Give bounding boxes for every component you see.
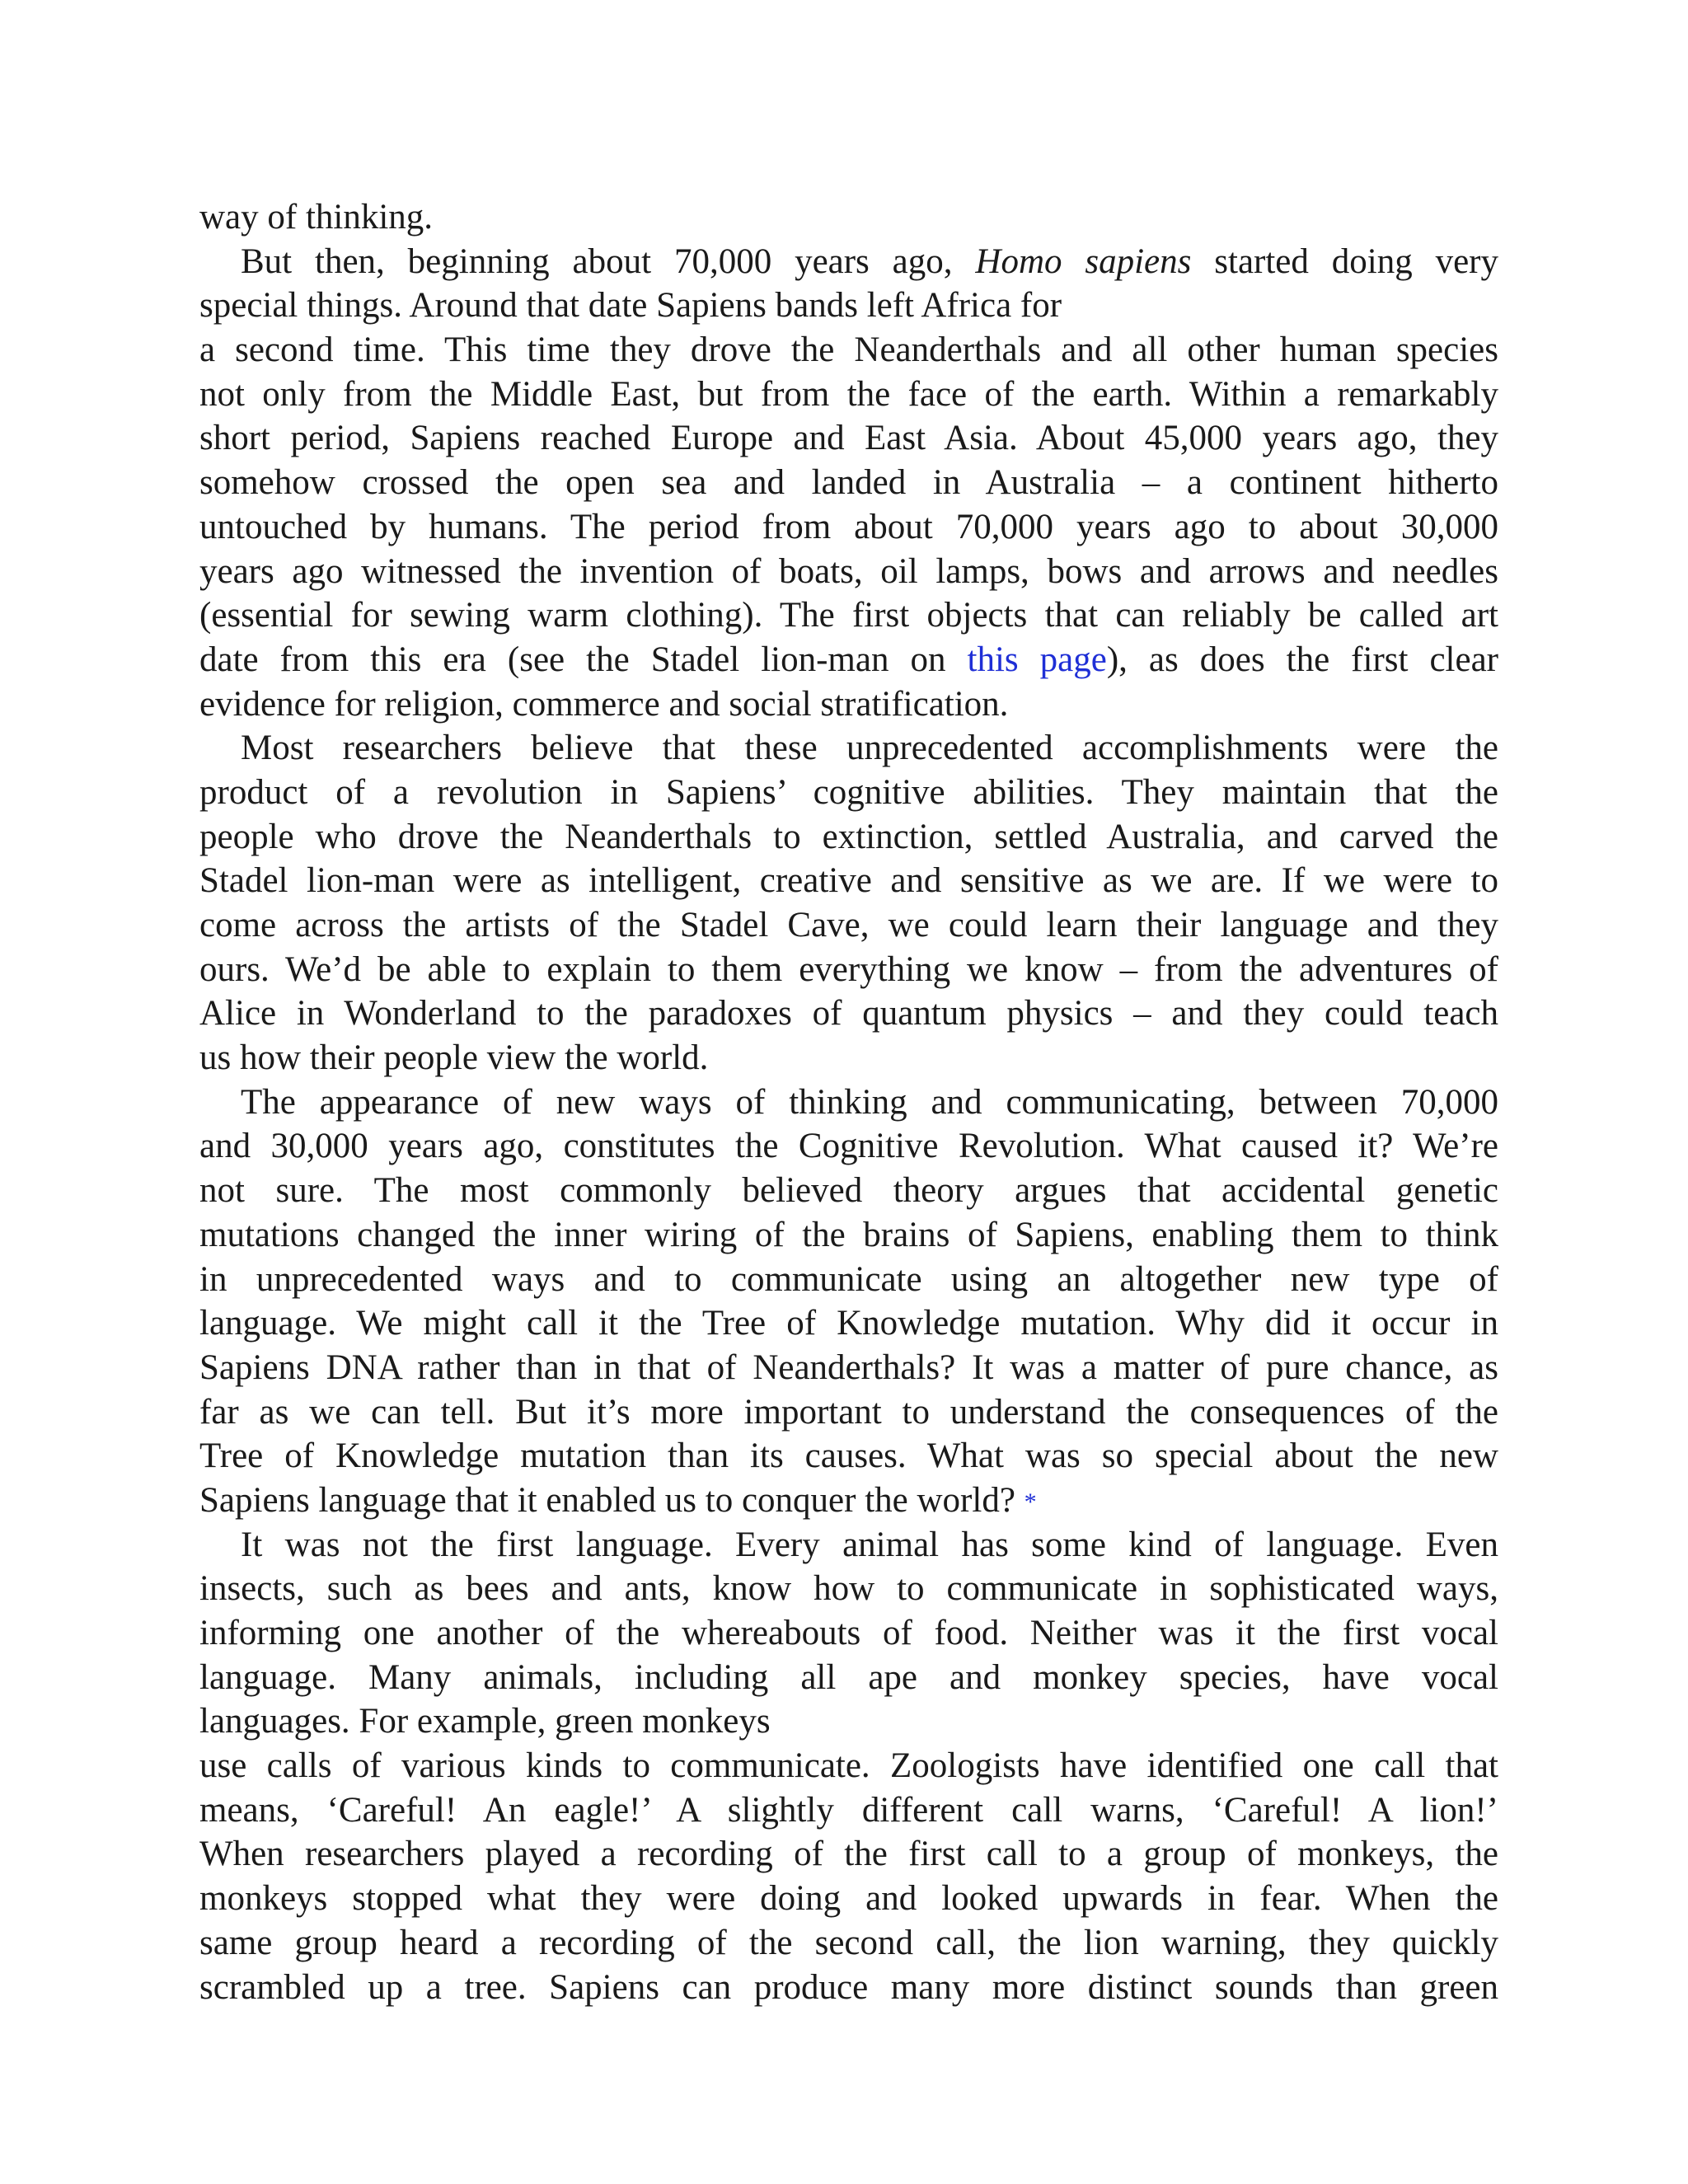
text-line: date from this era (see the Stadel lion-man on this page), as does the first clear [199,640,1498,679]
this-page-link[interactable]: this page [967,640,1107,679]
text-line: in unprecedented ways and to communicate using an altogether new type of [199,1259,1498,1299]
text-line: scrambled up a tree. Sapiens can produce many more distinct sounds than green [199,1967,1498,2007]
text-line: languages. For example, green monkeys [199,1702,771,1741]
text-line: mutations changed the inner wiring of the brains of Sapiens, enabling them to think [199,1215,1498,1254]
text-line: When researchers played a recording of the first call to a group of monkeys, the [199,1835,1498,1874]
footnote-marker-link[interactable]: * [1024,1488,1037,1516]
text-line: It was not the first language. Every animal has some kind of language. Even [241,1525,1498,1564]
text-line: language. We might call it the Tree of Knowledge mutation. Why did it occur in [199,1304,1498,1343]
text-line: (essential for sewing warm clothing). The first objects that can reliably be called art [199,596,1498,635]
text-line: untouched by humans. The period from about 70,000 years ago to about 30,000 [199,507,1498,546]
text-line: and 30,000 years ago, constitutes the Cognitive Revolution. What caused it? We’re [199,1127,1498,1166]
text-line: use calls of various kinds to communicate. Zoologists have identified one call that [199,1746,1498,1786]
text-line: years ago witnessed the invention of boats, oil lamps, bows and arrows and needles [199,551,1498,591]
text-line: ours. We’d be able to explain to them everything we know – from the adventures of [199,949,1498,989]
text-line: way of thinking. [199,198,434,237]
text-line: us how their people view the world. [199,1038,709,1078]
text-line: not only from the Middle East, but from the face of the earth. Within a remarkably [199,374,1498,414]
text-line: special things. Around that date Sapiens bands left Africa for [199,286,1062,326]
text-line: a second time. This time they drove the Neanderthals and all other human species [199,330,1498,370]
text-line: But then, beginning about 70,000 years ago, Homo sapiens started doing very [241,241,1498,281]
text-line: The appearance of new ways of thinking and communicating, between 70,000 [241,1082,1498,1122]
text-line: product of a revolution in Sapiens’ cognitive abilities. They maintain that the [199,772,1498,812]
text-line: insects, such as bees and ants, know how to communicate in sophisticated ways, [199,1569,1498,1609]
text-line: somehow crossed the open sea and landed in Australia – a continent hitherto [199,463,1498,503]
italic-species-name: Homo sapiens [975,241,1192,281]
text-line: Stadel lion-man were as intelligent, creative and sensitive as we are. If we were to [199,861,1498,901]
text-line: Alice in Wonderland to the paradoxes of quantum physics – and they could teach [199,994,1498,1033]
text-line: short period, Sapiens reached Europe and East Asia. About 45,000 years ago, they [199,419,1498,458]
text-line: Sapiens DNA rather than in that of Neanderthals? It was a matter of pure chance, as [199,1347,1498,1387]
text-line: monkeys stopped what they were doing and looked upwards in fear. When the [199,1879,1498,1919]
text-line: evidence for religion, commerce and social stratification. [199,684,1009,724]
text-line: come across the artists of the Stadel Cave, we could learn their language and they [199,906,1498,944]
text-line: language. Many animals, including all ape and monkey species, have vocal [199,1657,1498,1697]
text-line: Most researchers believe that these unprecedented accomplishments were the [241,729,1498,768]
text-line: not sure. The most commonly believed theory argues that accidental genetic [199,1171,1498,1211]
book-page [199,195,1498,2009]
text-line: far as we can tell. But it’s more important to understand the consequences of the [199,1392,1498,1432]
text-line: informing one another of the whereabouts of food. Neither was it the first vocal [199,1614,1498,1652]
text-line: same group heard a recording of the second call, the lion warning, they quickly [199,1923,1498,1962]
text-line: people who drove the Neanderthals to extinction, settled Australia, and carved the [199,817,1498,856]
text-line: means, ‘Careful! An eagle!’ A slightly different call warns, ‘Careful! A lion!’ [199,1790,1498,1830]
text-line: Sapiens language that it enabled us to conquer the world? * [199,1480,1037,1520]
text-line: Tree of Knowledge mutation than its causes. What was so special about the new [199,1436,1498,1476]
